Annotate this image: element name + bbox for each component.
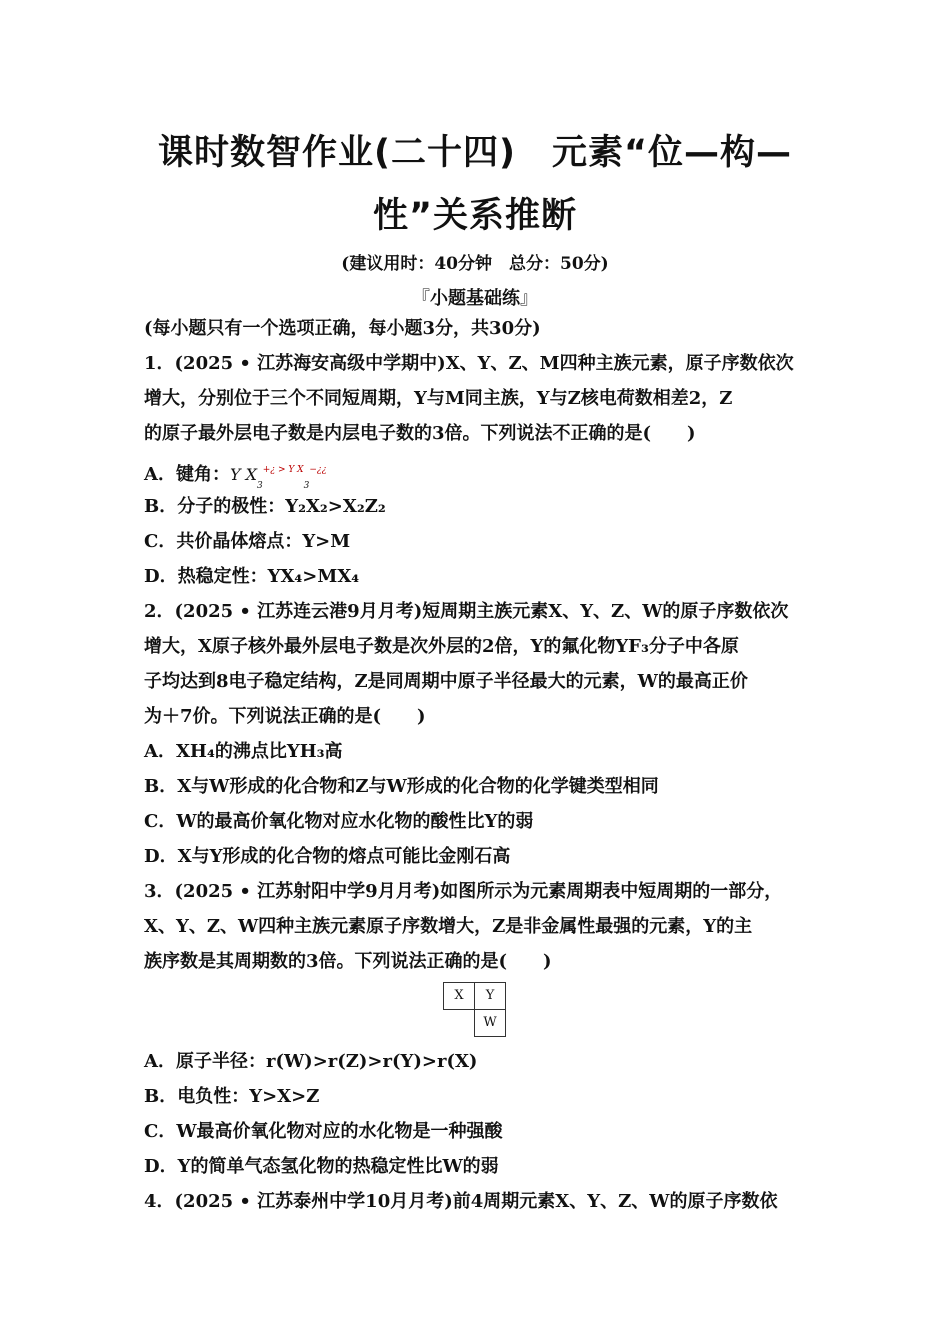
question-3-line-3: 族序数是其周期数的3倍。下列说法正确的是( ) (144, 951, 552, 972)
question-number: 4． (144, 1191, 175, 1212)
question-1-line-3: 的原子最外层电子数是内层电子数的3倍。下列说法不正确的是( ) (144, 423, 696, 444)
page-title-line-1: 课时数智作业(二十四) 元素“位—构— (158, 133, 792, 173)
cell-w: W (474, 1009, 506, 1037)
page-title-line-2: 性”关系推断 (372, 196, 577, 236)
option-label: B．分子的极性： (144, 496, 286, 517)
question-1-line-2: 增大，分别位于三个不同短周期，Y与M同主族，Y与Z核电荷数相差2，Z (144, 388, 733, 409)
question-3-line-1 (144, 881, 782, 903)
instruction: (每小题只有一个选项正确，每小题3分，共30分) (144, 318, 541, 339)
section-header (0, 284, 950, 310)
formula-tail: 3 (303, 481, 310, 491)
bond-angle-formula (229, 465, 327, 491)
question-source: (2025 • 江苏海安高级中学期中) (174, 353, 446, 374)
option-value: Y>M (302, 531, 351, 552)
question-2-line-1 (144, 601, 788, 623)
q2-option-b: B．X与W形成的化合物和Z与W形成的化合物的化学键类型相同 (144, 776, 659, 797)
question-source: (2025 • 江苏射阳中学9月月考) (174, 881, 441, 902)
question-1-line-1 (144, 353, 794, 375)
question-source: (2025 • 江苏连云港9月月考) (174, 601, 423, 622)
q1-option-d (144, 566, 359, 588)
option-value: YX₄>MX₄ (267, 566, 360, 587)
q3-option-a: A．原子半径：r(W)>r(Z)>r(Y)>r(X) (144, 1051, 478, 1072)
time-and-score: (建议用时：40分钟 总分：50分) (341, 254, 609, 274)
formula-sub: 3 (257, 481, 263, 491)
question-text: 如图所示为元素周期表中短周期的一部分， (440, 881, 783, 902)
section-label: 小题基础练 (430, 288, 520, 309)
question-3-line-2: X、Y、Z、W四种主族元素原子序数增大，Z是非金属性最强的元素，Y的主 (144, 916, 753, 937)
q2-option-d: D．X与Y形成的化合物的熔点可能比金刚石高 (144, 846, 511, 867)
option-label: D．热稳定性： (144, 566, 268, 587)
question-number: 1． (144, 353, 175, 374)
cell-y: Y (474, 982, 506, 1010)
question-number: 2． (144, 601, 175, 622)
q2-option-c: C．W的最高价氧化物对应水化物的酸性比Y的弱 (144, 811, 534, 832)
question-text: 短周期主族元素X、Y、Z、W的原子序数依次 (422, 601, 789, 622)
q3-option-b: B．电负性：Y>X>Z (144, 1086, 320, 1107)
bracket-right: 』 (520, 288, 538, 309)
question-2-line-4: 为＋7价。下列说法正确的是( ) (144, 706, 426, 727)
question-text: 前4周期元素X、Y、Z、W的原子序数依 (452, 1191, 778, 1212)
q1-option-b (144, 496, 386, 518)
q2-option-a: A．XH₄的沸点比YH₃高 (144, 741, 343, 762)
option-label: A．键角： (144, 464, 230, 485)
question-number: 3． (144, 881, 175, 902)
question-2-line-2: 增大，X原子核外最外层电子数是次外层的2倍，Y的氟化物YF₃分子中各原 (144, 636, 739, 657)
option-value: Y₂X₂>X₂Z₂ (285, 496, 386, 517)
q3-option-c: C．W最高价氧化物对应的水化物是一种强酸 (144, 1121, 503, 1142)
q3-option-d: D．Y的简单气态氢化物的热稳定性比W的弱 (144, 1156, 499, 1177)
formula-part: Y X (229, 465, 258, 484)
bracket-left: 『 (412, 288, 430, 309)
question-4-line-1 (144, 1191, 777, 1213)
cell-x: X (443, 982, 475, 1010)
question-text: X、Y、Z、M四种主族元素，原子序数依次 (445, 353, 794, 374)
q1-option-a (144, 459, 327, 497)
option-label: C．共价晶体熔点： (144, 531, 303, 552)
q1-option-c (144, 531, 350, 553)
formula-end: −¿¿ (309, 465, 327, 475)
question-source: (2025 • 江苏泰州中学10月月考) (174, 1191, 453, 1212)
formula-sup: +¿ > Y X (262, 465, 304, 475)
question-2-line-3: 子均达到8电子稳定结构，Z是同周期中原子半径最大的元素，W的最高正价 (144, 671, 748, 692)
